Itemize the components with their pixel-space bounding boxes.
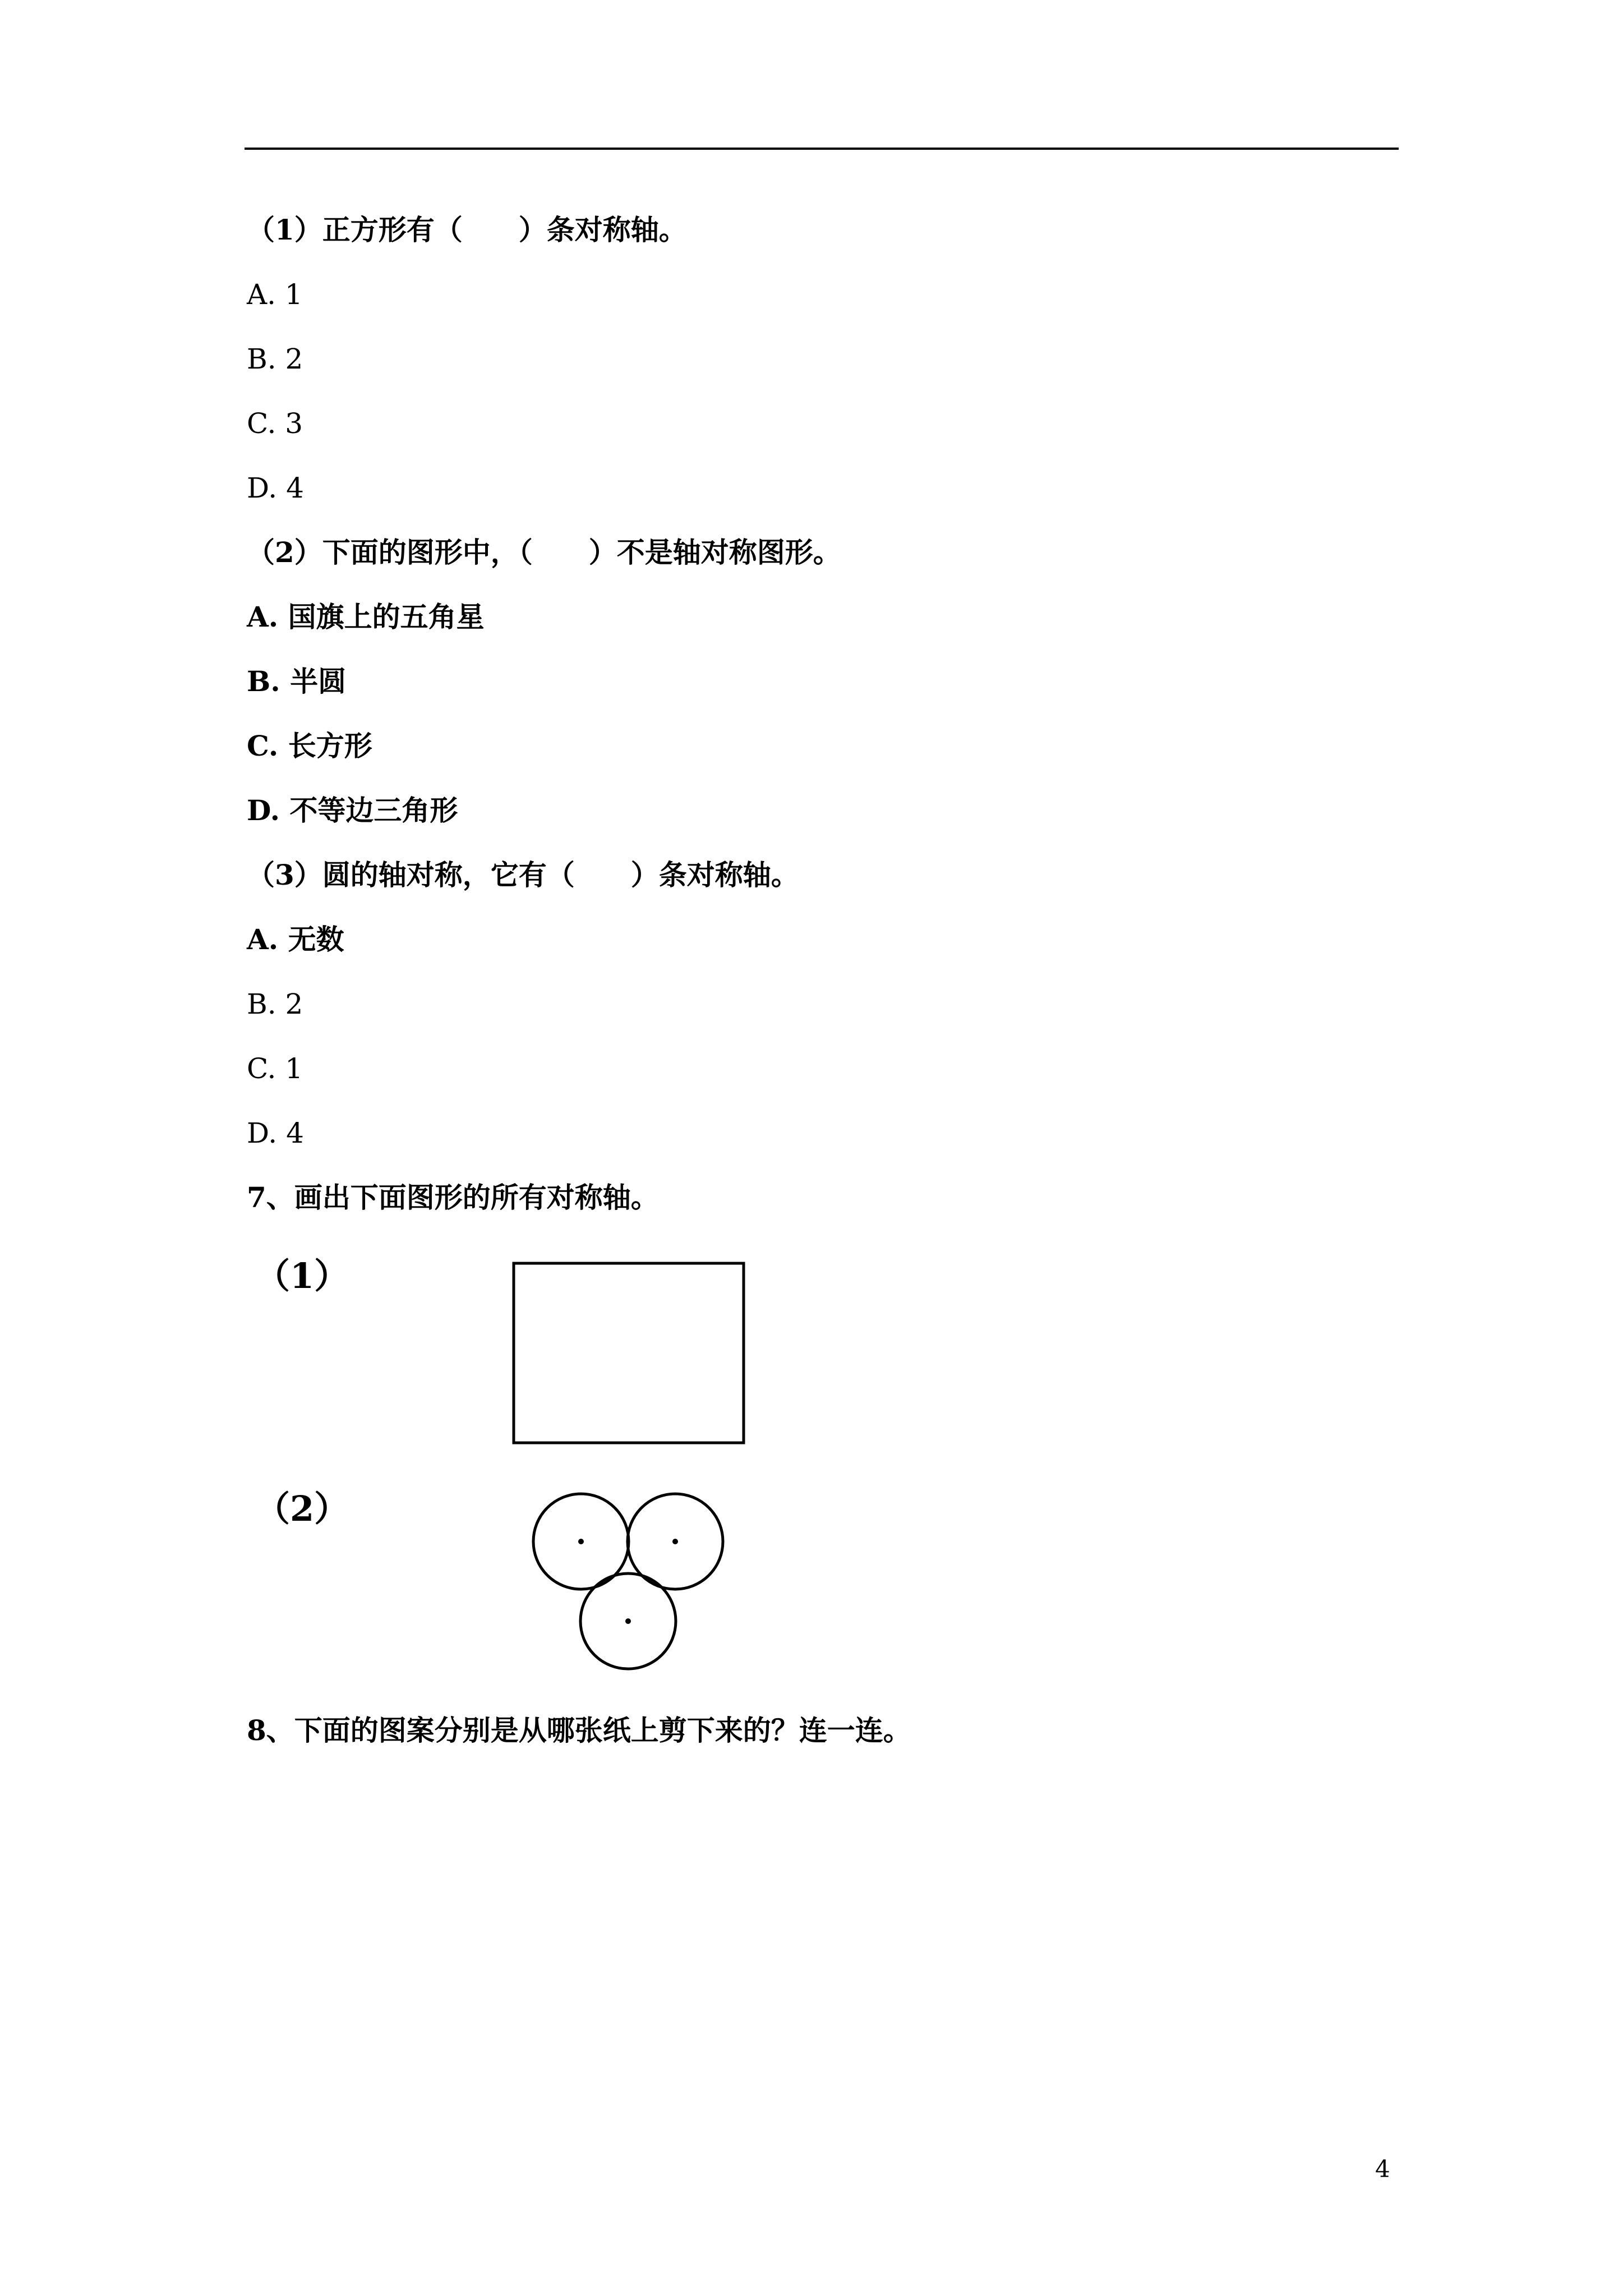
question-8-title: 8、下面的图案分别是从哪张纸上剪下来的？连一连。: [247, 1714, 911, 1747]
question-3-option-b: B. 2: [247, 988, 303, 1020]
question-1-option-b: B. 2: [247, 343, 303, 375]
question-1-stem: （1）正方形有（ ）条对称轴。: [247, 213, 687, 246]
question-1-option-a: A. 1: [247, 278, 303, 311]
question-2-option-b: B. 半圆: [247, 665, 347, 698]
question-1-option-c: C. 3: [247, 407, 303, 440]
rectangle-figure: [505, 1257, 751, 1453]
circle-top-left-center: [578, 1539, 584, 1544]
question-7-title: 7、画出下面图形的所有对称轴。: [247, 1181, 659, 1214]
circle-bottom-center: [625, 1618, 631, 1624]
figure-2-label: （2）: [255, 1488, 349, 1529]
question-3-option-d: D. 4: [247, 1117, 304, 1149]
header-rule: [245, 148, 1399, 150]
question-2-stem: （2）下面的图形中，（ ）不是轴对称图形。: [247, 536, 841, 569]
question-2-option-d: D. 不等边三角形: [247, 794, 458, 827]
three-circles-figure: [522, 1481, 735, 1683]
figure-1-label: （1）: [255, 1255, 349, 1296]
rectangle-shape: [514, 1263, 744, 1443]
circle-top-right-center: [672, 1539, 678, 1544]
question-2-option-a: A. 国旗上的五角星: [247, 600, 485, 633]
question-1-option-d: D. 4: [247, 472, 304, 504]
question-3-option-a: A. 无数: [247, 923, 344, 956]
page-number: 4: [1375, 2155, 1390, 2183]
question-2-option-c: C. 长方形: [247, 729, 372, 762]
question-3-option-c: C. 1: [247, 1052, 303, 1085]
question-3-stem: （3）圆的轴对称，它有（ ）条对称轴。: [247, 858, 799, 891]
